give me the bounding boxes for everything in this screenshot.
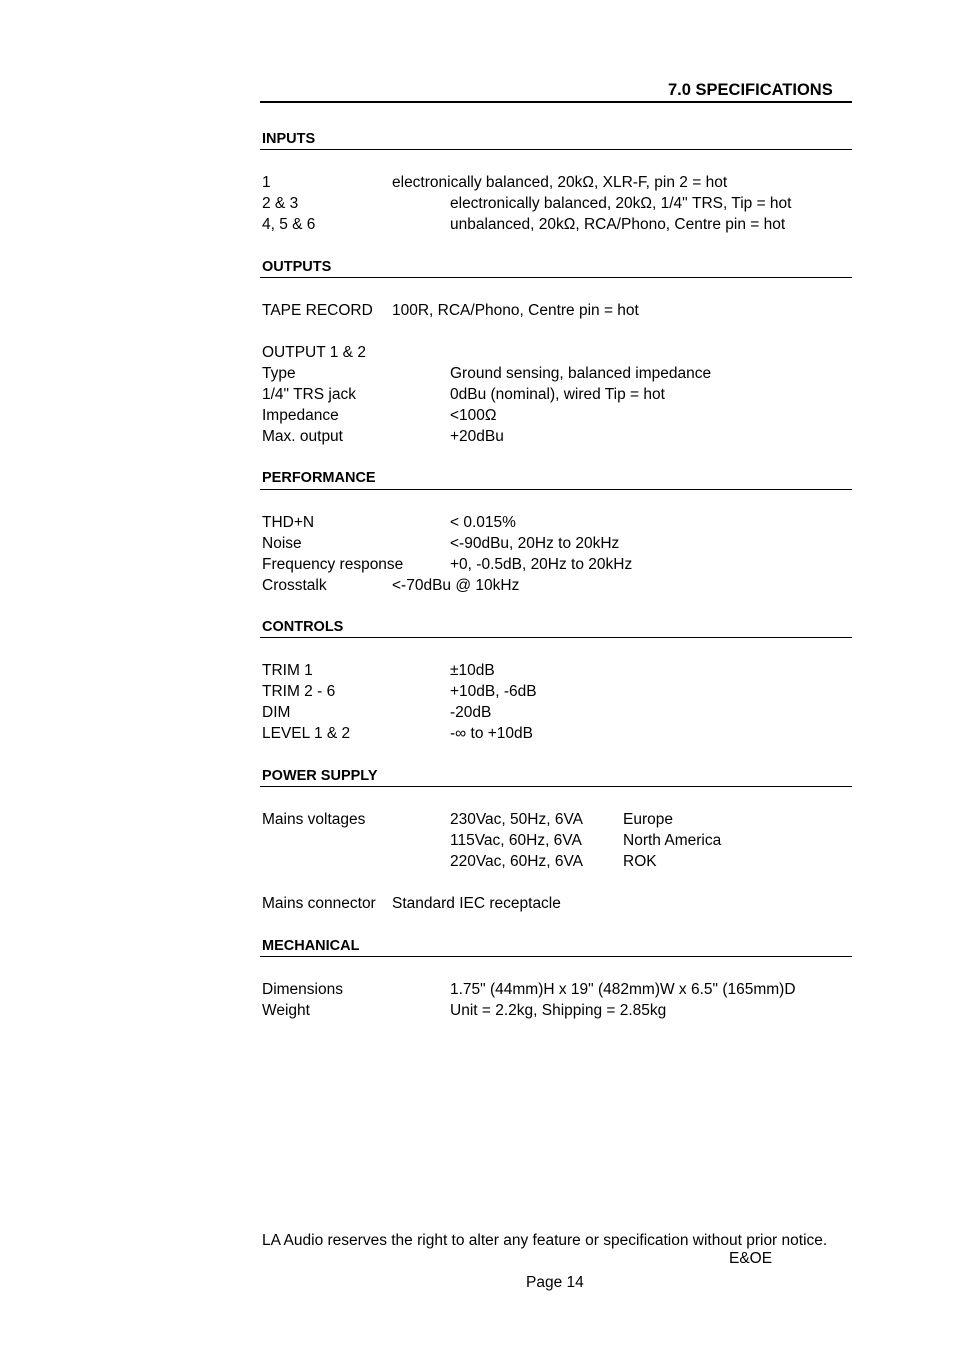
input-4-6-value: unbalanced, 20kΩ, RCA/Phono, Centre pin = hot <box>450 216 786 233</box>
voltage-na-value: 115Vac, 60Hz, 6VA <box>450 832 582 849</box>
footer-notice: LA Audio reserves the right to alter any feature or specification without prior notice. <box>262 1232 828 1249</box>
output-jack-value: 0dBu (nominal), wired Tip = hot <box>450 386 665 403</box>
inputs-heading: INPUTS <box>262 131 316 147</box>
voltage-na-region: North America <box>623 832 722 849</box>
output-max-value: +20dBu <box>450 428 504 445</box>
input-2-3-label: 2 & 3 <box>262 195 299 212</box>
thd-label: THD+N <box>262 514 315 531</box>
output-max-label: Max. output <box>262 428 343 445</box>
noise-value: <-90dBu, 20Hz to 20kHz <box>450 535 620 552</box>
input-2-3-value: electronically balanced, 20kΩ, 1/4" TRS, Tip = hot <box>450 195 792 212</box>
dim-value: -20dB <box>450 704 492 721</box>
output-impedance-value: <100Ω <box>450 407 497 424</box>
output-type-label: Type <box>262 365 296 382</box>
crosstalk-label: Crosstalk <box>262 577 327 594</box>
page-title: 7.0 SPECIFICATIONS <box>668 81 833 99</box>
page-number: Page 14 <box>526 1274 584 1291</box>
footer-eoe: E&OE <box>729 1250 773 1267</box>
output-jack-label: 1/4" TRS jack <box>262 386 356 403</box>
freq-response-value: +0, -0.5dB, 20Hz to 20kHz <box>450 556 633 573</box>
voltage-rok-value: 220Vac, 60Hz, 6VA <box>450 853 583 870</box>
input-1-value: electronically balanced, 20kΩ, XLR-F, pin 2 = hot <box>392 174 728 191</box>
mechanical-heading: MECHANICAL <box>262 938 360 954</box>
title-rule <box>260 101 852 103</box>
weight-label: Weight <box>262 1002 310 1019</box>
input-1-label: 1 <box>262 174 271 191</box>
output-group-label: OUTPUT 1 & 2 <box>262 344 366 361</box>
crosstalk-value: <-70dBu @ 10kHz <box>392 577 520 594</box>
outputs-heading: OUTPUTS <box>262 259 332 275</box>
voltage-rok-region: ROK <box>623 853 657 870</box>
level-value: -∞ to +10dB <box>450 725 534 742</box>
trim1-label: TRIM 1 <box>262 662 313 679</box>
mechanical-rule <box>260 956 852 957</box>
voltage-europe-region: Europe <box>623 811 673 828</box>
power-supply-heading: POWER SUPPLY <box>262 768 378 784</box>
controls-rule <box>260 637 852 638</box>
thd-value: < 0.015% <box>450 514 516 531</box>
weight-value: Unit = 2.2kg, Shipping = 2.85kg <box>450 1002 667 1019</box>
output-impedance-label: Impedance <box>262 407 339 424</box>
dimensions-label: Dimensions <box>262 981 343 998</box>
tape-record-label: TAPE RECORD <box>262 302 373 319</box>
output-type-value: Ground sensing, balanced impedance <box>450 365 712 382</box>
dim-label: DIM <box>262 704 291 721</box>
mains-connector-value: Standard IEC receptacle <box>392 895 561 912</box>
tape-record-value: 100R, RCA/Phono, Centre pin = hot <box>392 302 639 319</box>
performance-heading: PERFORMANCE <box>262 470 376 486</box>
performance-rule <box>260 489 852 490</box>
power-supply-rule <box>260 786 852 787</box>
voltage-europe-value: 230Vac, 50Hz, 6VA <box>450 811 583 828</box>
controls-heading: CONTROLS <box>262 619 344 635</box>
input-4-6-label: 4, 5 & 6 <box>262 216 316 233</box>
trim2-6-label: TRIM 2 - 6 <box>262 683 336 700</box>
dimensions-value: 1.75" (44mm)H x 19" (482mm)W x 6.5" (165mm)D <box>450 981 796 998</box>
trim2-6-value: +10dB, -6dB <box>450 683 537 700</box>
inputs-rule <box>260 149 852 150</box>
mains-connector-label: Mains connector <box>262 895 376 912</box>
noise-label: Noise <box>262 535 302 552</box>
outputs-rule <box>260 277 852 278</box>
trim1-value: ±10dB <box>450 662 495 679</box>
freq-response-label: Frequency response <box>262 556 404 573</box>
level-label: LEVEL 1 & 2 <box>262 725 351 742</box>
mains-voltages-label: Mains voltages <box>262 811 366 828</box>
